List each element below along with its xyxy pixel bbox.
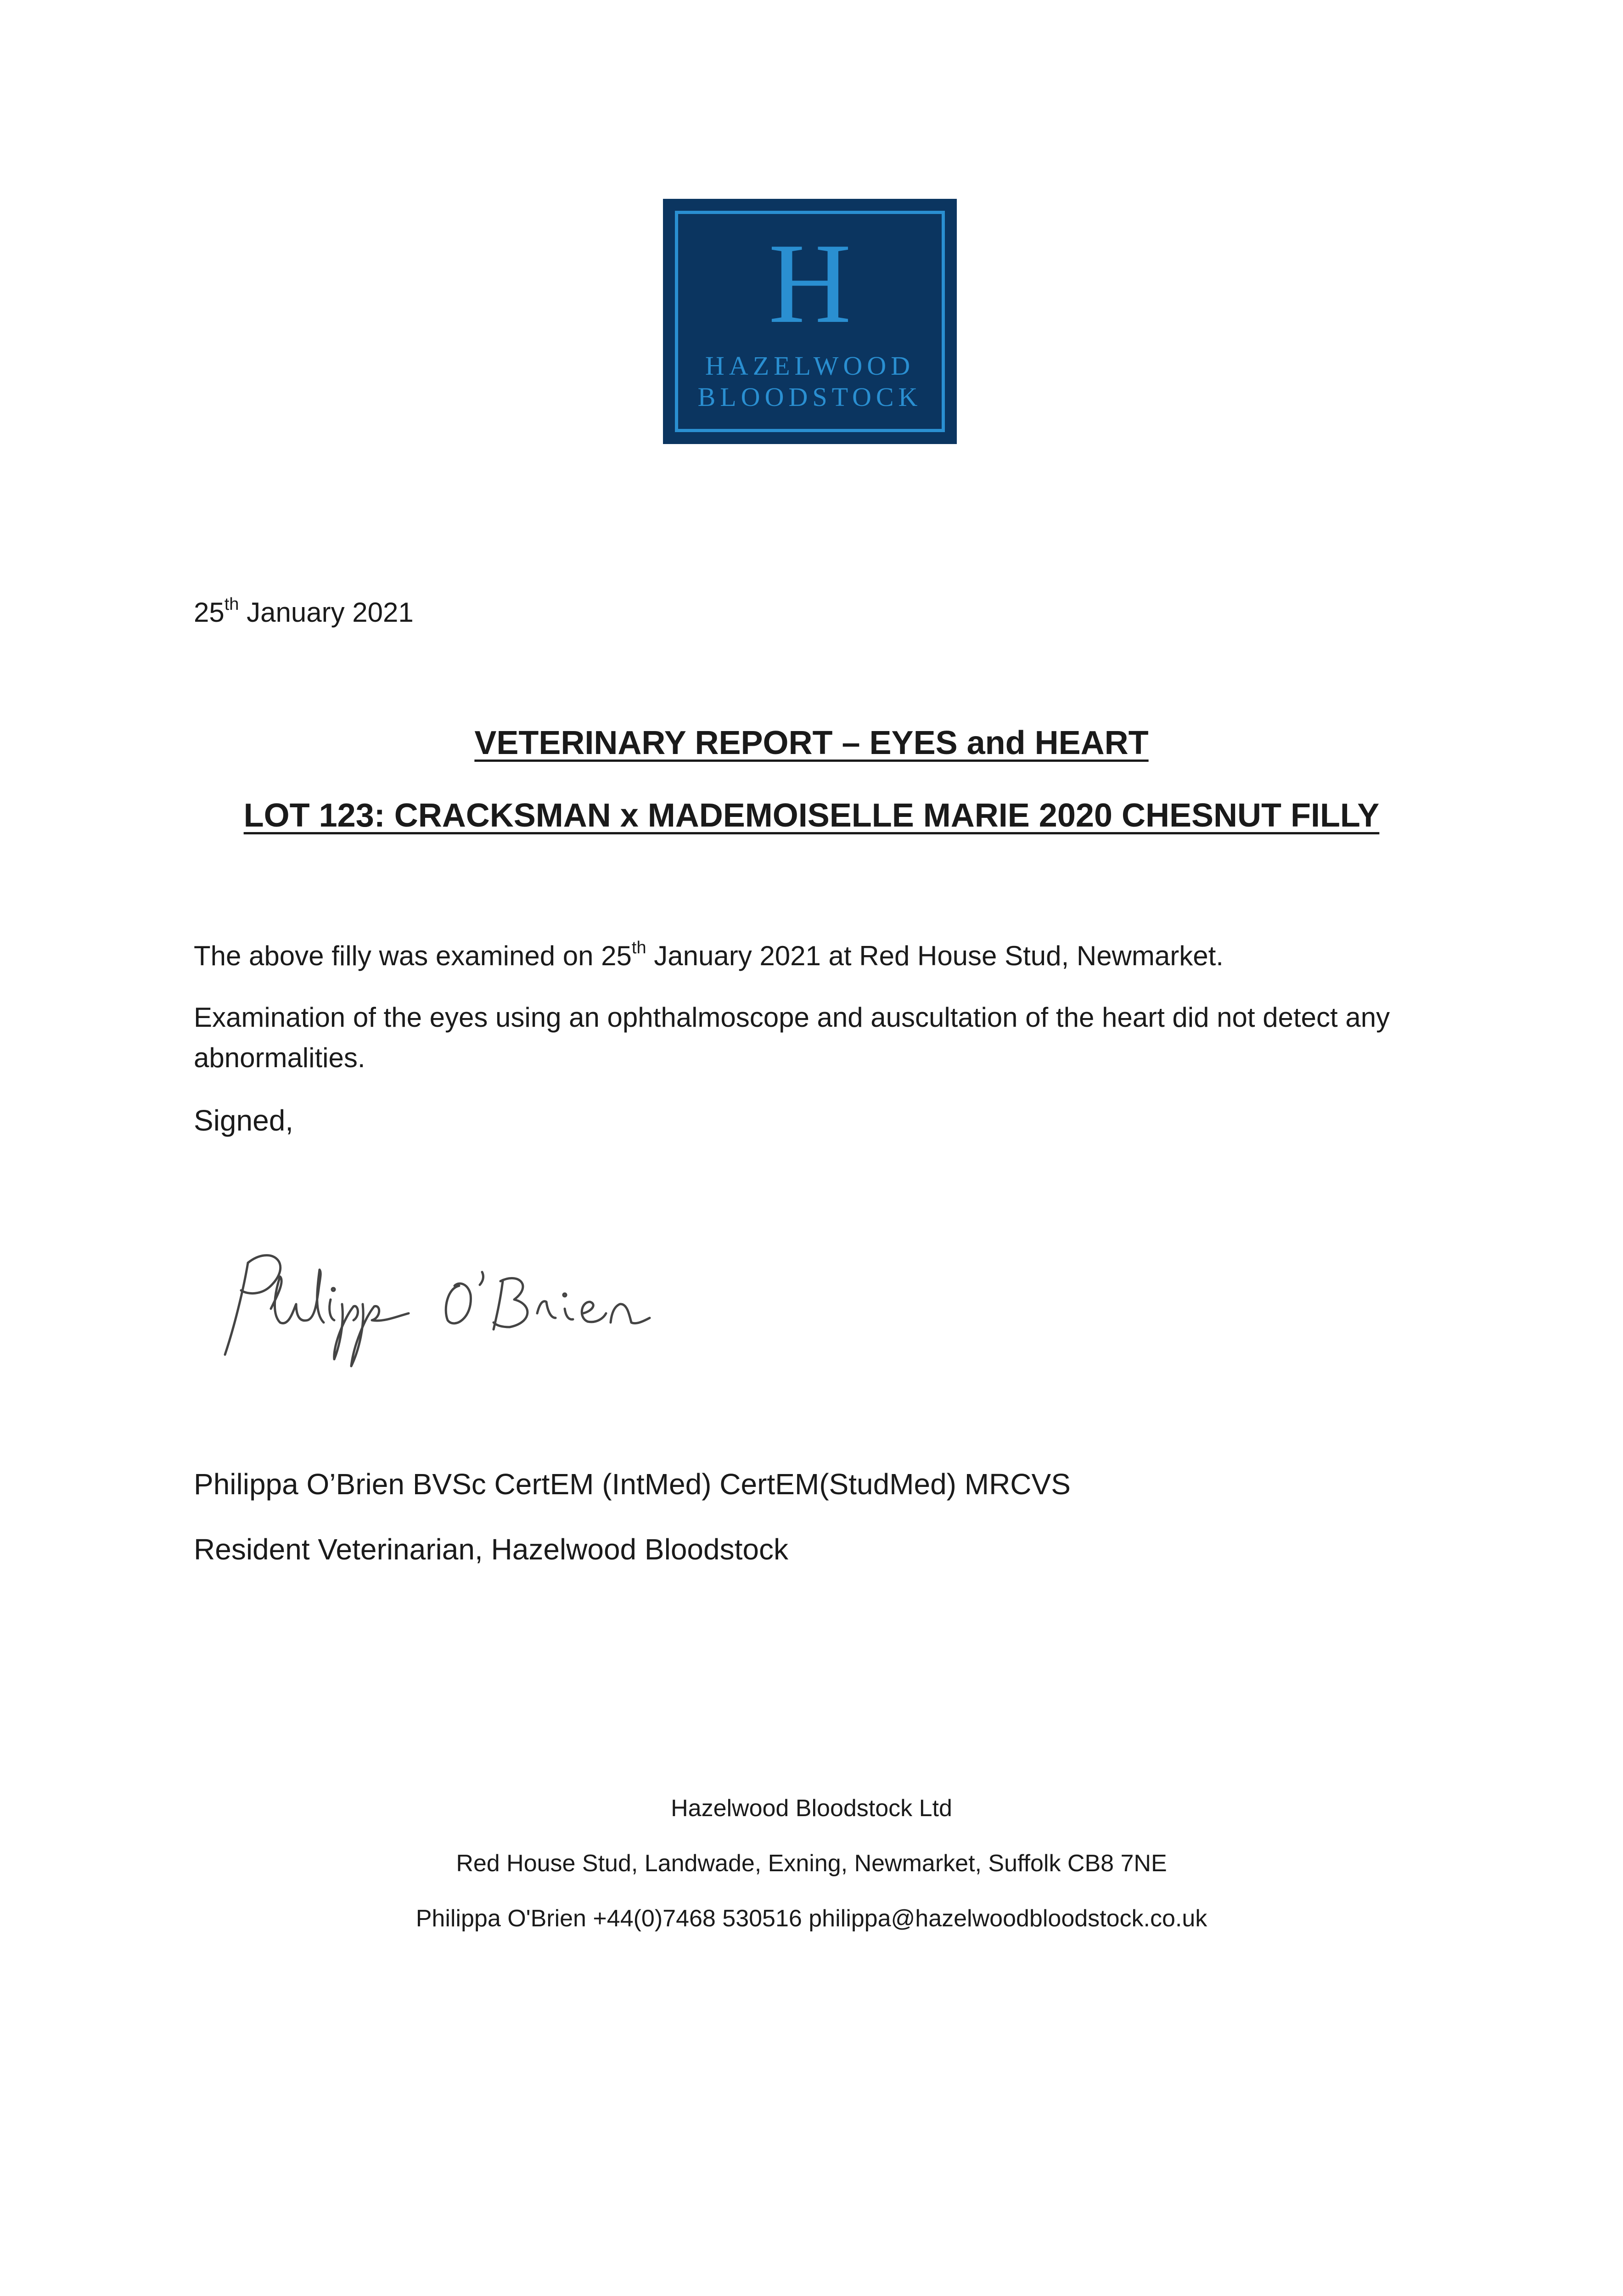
date-day: 25 xyxy=(194,597,225,628)
logo-line-2: BLOODSTOCK xyxy=(697,382,922,412)
handwritten-signature xyxy=(216,1235,657,1382)
exam-rest: January 2021 at Red House Stud, Newmarket. xyxy=(646,940,1224,971)
exam-prefix: The above filly was examined on 25 xyxy=(194,940,632,971)
footer-contact: Philippa O'Brien +44(0)7468 530516 philippa@hazelwoodbloodstock.co.uk xyxy=(416,1905,1207,1932)
lot-heading: LOT 123: CRACKSMAN x MADEMOISELLE MARIE 2020 CHESNUT FILLY xyxy=(243,797,1380,834)
date-suffix: th xyxy=(224,595,239,614)
findings-paragraph: Examination of the eyes using an ophthalmoscope and auscultation of the heart did not detect any abnormalities. xyxy=(194,1002,1390,1073)
report-date xyxy=(194,592,414,633)
logo-line-1: HAZELWOOD xyxy=(705,351,915,381)
signatory-name: Philippa O’Brien BVSc CertEM (IntMed) CertEM(StudMed) MRCVS xyxy=(194,1468,1071,1501)
exam-date-suffix: th xyxy=(631,938,646,957)
footer-company: Hazelwood Bloodstock Ltd xyxy=(671,1795,952,1822)
report-title: VETERINARY REPORT – EYES and HEART xyxy=(474,725,1149,761)
examination-statement xyxy=(194,936,1224,976)
date-rest: January 2021 xyxy=(239,597,414,628)
signatory-role: Resident Veterinarian, Hazelwood Bloodstock xyxy=(194,1533,788,1566)
logo-letter: H xyxy=(768,220,852,347)
footer-address: Red House Stud, Landwade, Exning, Newmarket, Suffolk CB8 7NE xyxy=(456,1850,1167,1877)
signed-label: Signed, xyxy=(194,1104,294,1137)
company-logo xyxy=(663,199,957,444)
